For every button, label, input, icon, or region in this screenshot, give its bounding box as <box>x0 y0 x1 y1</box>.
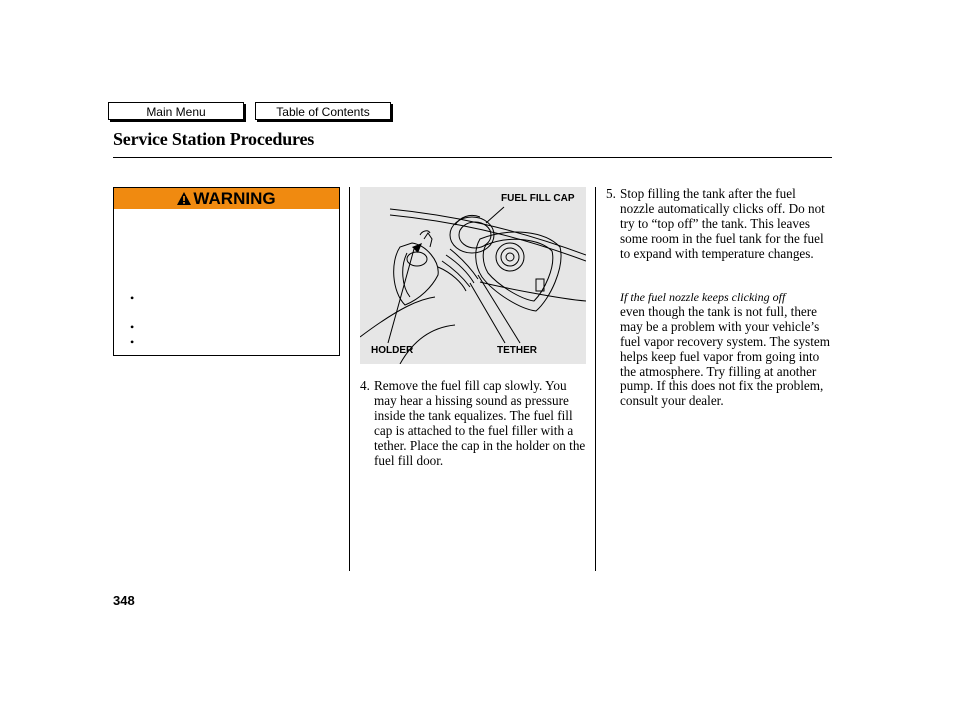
warning-header <box>114 188 339 209</box>
main-menu-button[interactable]: Main Menu <box>108 102 244 120</box>
warning-box <box>113 187 340 356</box>
step-text: Stop filling the tank after the fuel nozzle automatically clicks off. Do not try to “top off” the tank. This leaves some room in the fuel tank for the fuel to expand with temperature changes. <box>620 186 825 261</box>
figure-label-tether: TETHER <box>497 345 537 356</box>
column-divider <box>349 187 350 571</box>
figure-label-fuel-fill-cap: FUEL FILL CAP <box>501 193 575 204</box>
nozzle-note <box>620 290 832 409</box>
warning-bullet: • <box>130 320 135 334</box>
table-of-contents-button[interactable]: Table of Contents <box>255 102 391 120</box>
title-divider <box>113 157 832 158</box>
fuel-cap-illustration <box>360 187 586 364</box>
warning-bullet: • <box>130 291 135 305</box>
step-number: 4. <box>360 378 370 393</box>
step-text: Remove the fuel fill cap slowly. You may hear a hissing sound as pressure inside the tank equalizes. The fuel fill cap is attached to the fuel filler with a tether. Place the cap in the holder on the fuel fill door. <box>374 378 586 468</box>
column-divider <box>595 187 596 571</box>
warning-bullet: • <box>130 335 135 349</box>
figure-label-holder: HOLDER <box>371 345 414 356</box>
page-number: 348 <box>113 593 135 608</box>
fuel-door-drawing <box>360 187 586 364</box>
step-4 <box>360 379 588 468</box>
warning-triangle-icon <box>177 192 191 205</box>
step-number: 5. <box>606 186 616 201</box>
step-5 <box>606 187 832 262</box>
note-lead: If the fuel nozzle keeps clicking off <box>620 290 786 304</box>
warning-label: WARNING <box>193 189 276 208</box>
page-title: Service Station Procedures <box>113 129 315 149</box>
note-text: even though the tank is not full, there may be a problem with your vehicle’s fuel vapor recovery system. The system helps keep fuel vapor from going into the atmosphere. Try filling at another pump. If this does not fix the problem, consult your dealer. <box>620 303 830 409</box>
